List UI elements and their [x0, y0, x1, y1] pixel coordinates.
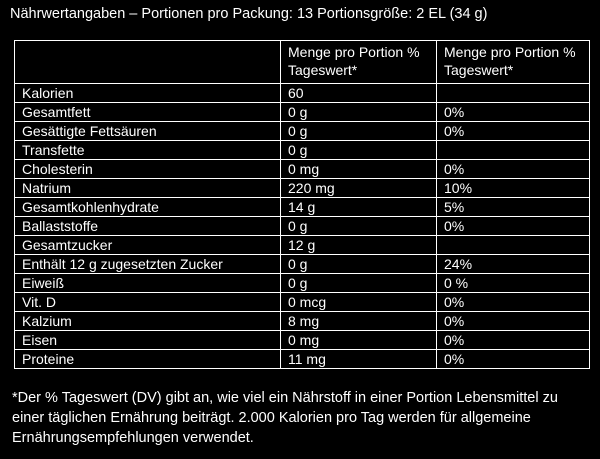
nutrient-name: Kalzium — [15, 312, 281, 331]
table-row — [15, 141, 590, 160]
daily-value: 0% — [437, 312, 590, 331]
nutrient-name: Transfette — [15, 141, 281, 160]
table-row — [15, 198, 590, 217]
nutrient-name: Gesamtzucker — [15, 236, 281, 255]
header-nutrient — [15, 41, 281, 84]
nutrient-name: Gesamtfett — [15, 103, 281, 122]
table-row — [15, 274, 590, 293]
amount-value: 0 g — [281, 217, 437, 236]
amount-value: 0 mg — [281, 160, 437, 179]
amount-value: 0 g — [281, 103, 437, 122]
table-row — [15, 236, 590, 255]
nutrient-name: Cholesterin — [15, 160, 281, 179]
nutrition-table — [14, 40, 590, 369]
amount-value: 0 mcg — [281, 293, 437, 312]
amount-value: 8 mg — [281, 312, 437, 331]
daily-value: 0% — [437, 350, 590, 369]
nutrient-name: Ballaststoffe — [15, 217, 281, 236]
table-row — [15, 160, 590, 179]
daily-value — [437, 84, 590, 103]
table-header-row — [15, 41, 590, 84]
nutrient-name: Gesamtkohlenhydrate — [15, 198, 281, 217]
daily-value: 0 % — [437, 274, 590, 293]
table-row — [15, 312, 590, 331]
amount-value: 12 g — [281, 236, 437, 255]
daily-value: 0% — [437, 103, 590, 122]
amount-value: 11 mg — [281, 350, 437, 369]
table-row — [15, 122, 590, 141]
amount-value: 220 mg — [281, 179, 437, 198]
nutrient-name: Eisen — [15, 331, 281, 350]
daily-value: 0% — [437, 160, 590, 179]
nutrient-name: Kalorien — [15, 84, 281, 103]
table-row — [15, 103, 590, 122]
amount-value: 0 mg — [281, 331, 437, 350]
daily-value: 0% — [437, 217, 590, 236]
table-row — [15, 293, 590, 312]
daily-value: 0% — [437, 293, 590, 312]
nutrient-name: Vit. D — [15, 293, 281, 312]
daily-value: 24% — [437, 255, 590, 274]
nutrient-name: Enthält 12 g zugesetzten Zucker — [15, 255, 281, 274]
table-row — [15, 255, 590, 274]
table-row — [15, 331, 590, 350]
page-title: Nährwertangaben – Portionen pro Packung: 13 Portionsgröße: 2 EL (34 g) — [10, 6, 488, 22]
table-row — [15, 179, 590, 198]
nutrient-name: Proteine — [15, 350, 281, 369]
header-daily-value: Menge pro Portion % Tageswert* — [437, 41, 590, 84]
amount-value: 60 — [281, 84, 437, 103]
amount-value: 14 g — [281, 198, 437, 217]
amount-value: 0 g — [281, 274, 437, 293]
amount-value: 0 g — [281, 122, 437, 141]
daily-value: 0% — [437, 122, 590, 141]
daily-value: 0% — [437, 331, 590, 350]
table-row — [15, 217, 590, 236]
amount-value: 0 g — [281, 255, 437, 274]
table-row — [15, 84, 590, 103]
daily-value — [437, 236, 590, 255]
nutrient-name: Eiweiß — [15, 274, 281, 293]
table-row — [15, 350, 590, 369]
nutrient-name: Gesättigte Fettsäuren — [15, 122, 281, 141]
daily-value: 10% — [437, 179, 590, 198]
footnote: *Der % Tageswert (DV) gibt an, wie viel ein Nährstoff in einer Portion Lebensmittel zu einer täglichen Ernährung beiträgt. 2.000 Kalorien pro Tag werden für allgemeine Ernährungsempfehlungen verwendet. — [12, 390, 558, 446]
daily-value: 5% — [437, 198, 590, 217]
header-amount-per-serving: Menge pro Portion % Tageswert* — [281, 41, 437, 84]
amount-value: 0 g — [281, 141, 437, 160]
nutrient-name: Natrium — [15, 179, 281, 198]
daily-value — [437, 141, 590, 160]
